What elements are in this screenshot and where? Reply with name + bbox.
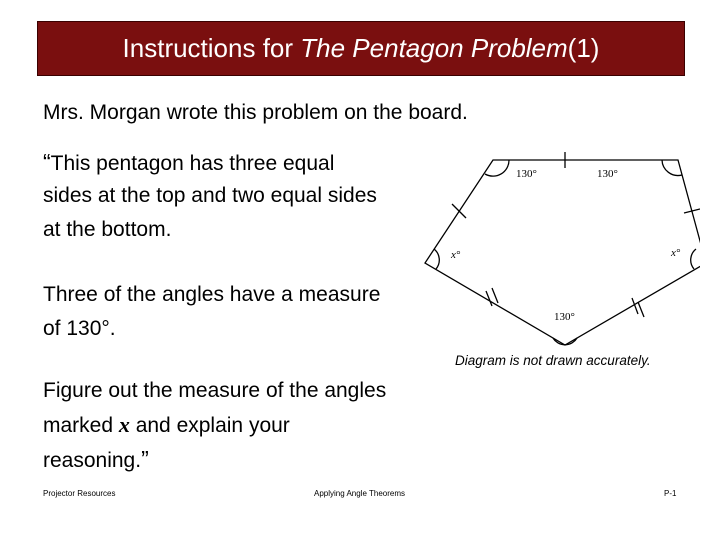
- para2-line1: Three of the angles have a measure: [43, 283, 381, 306]
- label-angle-bottom: 130°: [554, 311, 575, 323]
- label-angle-left: x°: [451, 249, 461, 261]
- para3-line3-text: reasoning.: [43, 449, 142, 472]
- footer-center: Applying Angle Theorems: [314, 489, 406, 498]
- para3-line2-post: and explain your: [129, 414, 290, 437]
- slide-title: [37, 21, 685, 76]
- para3-line3: [43, 442, 149, 478]
- para1-line1: This pentagon has three equal: [50, 152, 335, 175]
- footer-left: Projector Resources: [43, 489, 116, 498]
- variable-x: x: [118, 412, 130, 437]
- tick-left-upper: [452, 204, 466, 218]
- angle-arc-left: [434, 249, 439, 269]
- para3-line1: Figure out the measure of the angles: [43, 379, 387, 402]
- double-tick-left-a: [486, 291, 492, 306]
- label-angle-right: x°: [671, 247, 681, 259]
- para1-line2: sides at the top and two equal sides: [43, 184, 377, 207]
- problem-line-1: [43, 145, 334, 181]
- para2-line2: of 130°.: [43, 317, 116, 340]
- para3-line2-pre: marked: [43, 414, 119, 437]
- angle-arc-bottom: [553, 338, 577, 345]
- close-quote: ”: [141, 446, 149, 472]
- label-angle-top-left: 130°: [516, 168, 537, 180]
- label-angle-top-right: 130°: [597, 168, 618, 180]
- title-italic: The Pentagon Problem: [300, 33, 568, 63]
- intro-text: Mrs. Morgan wrote this problem on the board.: [43, 101, 468, 124]
- diagram-caption: Diagram is not drawn accurately.: [455, 353, 651, 368]
- double-tick-right-b: [638, 302, 644, 317]
- double-tick-left-b: [492, 288, 498, 303]
- open-quote: “: [43, 149, 51, 175]
- title-suffix: (1): [567, 33, 600, 63]
- angle-arc-right: [691, 249, 696, 269]
- pentagon-diagram: [420, 140, 700, 350]
- para3-line2: [43, 408, 290, 443]
- para1-line3: at the bottom.: [43, 218, 172, 241]
- angle-arc-top-left: [485, 160, 509, 176]
- footer-right: P-1: [664, 489, 677, 498]
- title-prefix: Instructions for: [122, 33, 294, 63]
